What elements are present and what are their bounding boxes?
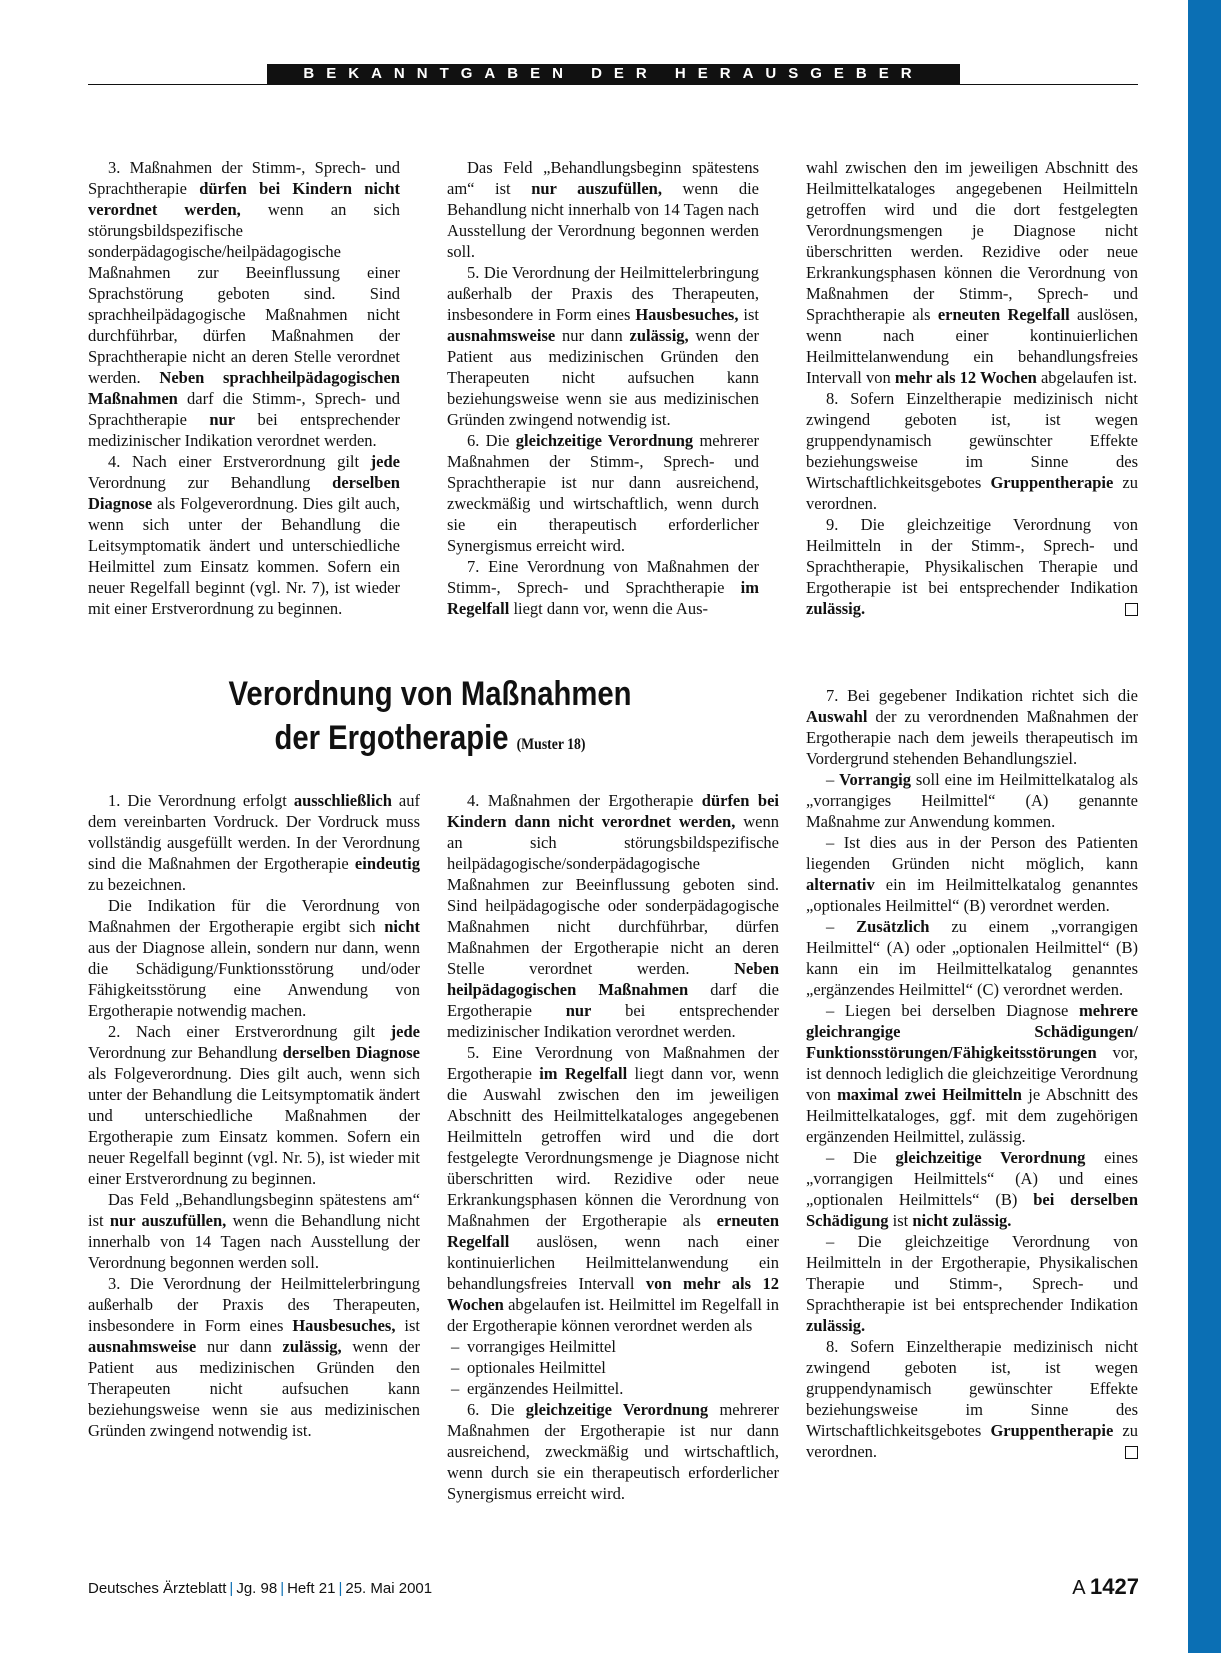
top-column-2 bbox=[447, 157, 759, 619]
footer-issue: Heft 21 bbox=[287, 1580, 336, 1597]
paragraph: 9. Die gleichzeitige Verordnung von Heilmitteln in der Stimm-, Sprech- und Sprachtherapie, Physikalischen Therapie und Ergotherapie ist bei entsprechender Indikation zulässig. bbox=[806, 515, 1138, 618]
paragraph: Das Feld „Behandlungsbeginn spätestens am“ ist nur auszufüllen, wenn die Behandlung nicht innerhalb von 14 Tagen nach Ausstellung der Verordnung begonnen werden soll. bbox=[447, 158, 759, 261]
top-column-1 bbox=[88, 157, 400, 619]
page-prefix: A bbox=[1072, 1577, 1085, 1599]
section-column-1 bbox=[88, 790, 420, 1441]
paragraph: – Ist dies aus in der Person des Patienten liegenden Gründen nicht möglich, kann alternativ ein im Heilmittelkatalog genanntes „optionales Heilmittel“ (B) verordnet werden. bbox=[806, 833, 1138, 915]
list-item: – vorrangiges Heilmittel bbox=[447, 1336, 779, 1357]
section-title bbox=[189, 672, 671, 767]
end-of-article-box bbox=[1125, 603, 1138, 616]
paragraph: wahl zwischen den im jeweiligen Abschnitt des Heilmittelkataloges angegebenen Heilmitteln getroffen wird und die dort festgelegten Verordnungsmengen je Diagnose nicht überschritten werden. Rezidive oder neue Erkrankungsphasen können die Verordnung von Maßnahmen der Stimm-, Sprech- und Sprachtherapie als erneuten Regelfall auslösen, wenn nach einer kontinuierlichen Heilmittelanwendung ein behandlungsfreies Intervall von mehr als 12 Wochen abgelaufen ist. bbox=[806, 158, 1138, 387]
top-column-3 bbox=[806, 157, 1138, 619]
paragraph: 7. Bei gegebener Indikation richtet sich die Auswahl der zu verordnenden Maßnahmen der Ergotherapie nach dem jeweils therapeutisch im Vordergrund stehenden Behandlungsziel. bbox=[806, 686, 1138, 768]
section-header: BEKANNTGABEN DER HERAUSGEBER bbox=[267, 64, 960, 84]
paragraph: – Die gleichzeitige Verordnung eines „vorrangigen Heilmittels“ (A) und eines „optionalen Heilmittels“ (B) bei derselben Schädigung ist nicht zulässig. bbox=[806, 1148, 1139, 1230]
paragraph: 4. Nach einer Erstverordnung gilt jede Verordnung zur Behandlung derselben Diagnose als Folgeverordnung. Dies gilt auch, wenn sich unter der Behandlung die Leitsymptomatik ändert und unterschiedliche Heilmittel zum Einsatz kommen. Sofern ein neuer Regelfall beginnt (vgl. Nr. 7), ist wieder mit einer Erstverordnung zu beginnen. bbox=[88, 452, 400, 618]
page-number bbox=[1072, 1574, 1139, 1600]
paragraph: 1. Die Verordnung erfolgt ausschließlich auf dem vereinbarten Vordruck. Der Vordruck muss vollständig ausgefüllt werden. In der Verordnung sind die Maßnahmen der Ergotherapie eindeutig zu bezeichnen. bbox=[88, 791, 420, 894]
paragraph: – Zusätzlich zu einem „vorrangigen Heilmittel“ (A) oder „optionalen Heilmittel“ (B) kann ein im Heilmittelkatalog genanntes „ergänzendes Heilmittel“ (C) verordnet werden. bbox=[806, 917, 1139, 999]
section-column-2 bbox=[447, 790, 779, 1504]
paragraph: Die Indikation für die Verordnung von Maßnahmen der Ergotherapie ergibt sich nicht aus der Diagnose allein, sondern nur dann, wenn die Schädigung/Funktionsstörung und/oder Fähigkeitsstörung eine Anwendung von Ergotherapie notwendig machen. bbox=[88, 896, 420, 1020]
muster-label: (Muster 18) bbox=[516, 736, 586, 753]
paragraph: 3. Die Verordnung der Heilmittelerbringung außerhalb der Praxis des Therapeuten, insbesondere in Form eines Hausbesuches, ist ausnahmsweise nur dann zulässig, wenn der Patient aus medizinischen Gründen den Therapeuten nicht aufsuchen kann beziehungsweise wenn sie aus medizinischen Gründen zwingend notwendig ist. bbox=[88, 1274, 420, 1440]
footer-volume: Jg. 98 bbox=[236, 1580, 278, 1597]
paragraph: – Liegen bei derselben Diagnose mehrere gleichrangige Schädigungen/ Funktionsstörungen/Fähigkeitsstörungen vor, ist dennoch lediglich die gleichzeitige Verordnung von maximal zwei Heilmitteln je Abschnitt des Heilmittelkataloges, ggf. mit dem zugehörigen ergänzenden Heilmittel, zulässig. bbox=[806, 1001, 1139, 1146]
list-item: – optionales Heilmittel bbox=[447, 1357, 779, 1378]
section-title-line2: der Ergotherapie bbox=[274, 719, 509, 757]
section-title-line1: Verordnung von Maßnahmen bbox=[228, 675, 632, 713]
paragraph: 5. Eine Verordnung von Maßnahmen der Ergotherapie im Regelfall liegt dann vor, wenn die Auswahl zwischen den im jeweiligen Abschnitt des Heilmittelkataloges angegebenen Heilmitteln getroffen wird und die dort festgelegte Verordnungsmenge je Diagnose nicht überschritten wird. Rezidive oder neue Erkrankungsphasen können die Verordnung von Maßnahmen der Ergotherapie als erneuten Regelfall auslösen, wenn nach einer kontinuierlichen Heilmittelanwendung ein behandlungsfreies Intervall von mehr als 12 Wochen abgelaufen ist. Heilmittel im Regelfall in der Ergotherapie können verordnet werden als bbox=[447, 1043, 780, 1335]
paragraph: 4. Maßnahmen der Ergotherapie dürfen bei Kindern dann nicht verordnet werden, wenn an sich störungsbildspezifische heilpädagogische/sonderpädagogische Maßnahmen zur Beeinflussung geboten sind. Sind heilpädagogische oder sonderpädagogische Maßnahmen nicht durchführbar, dürfen Maßnahmen der Ergotherapie nicht an deren Stelle verordnet werden. Neben heilpädagogischen Maßnahmen darf die Ergotherapie nur bei entsprechender medizinischer Indikation verordnet werden. bbox=[447, 791, 780, 1041]
blue-side-strip bbox=[1188, 0, 1221, 1653]
paragraph: 6. Die gleichzeitige Verordnung mehrerer Maßnahmen der Ergotherapie ist nur dann ausreichend, zweckmäßig und wirtschaftlich, wenn durch sie ein therapeutisch erforderlicher Synergismus erreicht wird. bbox=[447, 1400, 780, 1503]
section-column-3 bbox=[806, 685, 1138, 1462]
footer-journal: Deutsches Ärzteblatt bbox=[88, 1580, 227, 1597]
paragraph: 7. Eine Verordnung von Maßnahmen der Stimm-, Sprech- und Sprachtherapie im Regelfall liegt dann vor, wenn die Aus- bbox=[447, 557, 759, 618]
end-of-article-box bbox=[1125, 1446, 1138, 1459]
header-rule bbox=[88, 84, 1138, 85]
list-item: – ergänzendes Heilmittel. bbox=[447, 1378, 779, 1399]
paragraph: – Die gleichzeitige Verordnung von Heilmitteln in der Ergotherapie, Physikalischen Therapie und Stimm-, Sprech- und Sprachtherapie ist bei entsprechender Indikation zulässig. bbox=[806, 1232, 1138, 1335]
paragraph: 3. Maßnahmen der Stimm-, Sprech- und Sprachtherapie dürfen bei Kindern nicht verordnet werden, wenn an sich störungsbildspezifische sonderpädagogische/heilpädagogische Maßnahmen zur Beeinflussung einer Sprachstörung geboten sind. Sind sprachheilpädagogische Maßnahmen nicht durchführbar, dürfen Maßnahmen der Sprachtherapie nicht an deren Stelle verordnet werden. Neben sprachheilpädagogischen Maßnahmen darf die Stimm-, Sprech- und Sprachtherapie nur bei entsprechender medizinischer Indikation verordnet werden. bbox=[88, 158, 400, 450]
paragraph: 6. Die gleichzeitige Verordnung mehrerer Maßnahmen der Stimm-, Sprech- und Sprachtherapie ist nur dann ausreichend, zweckmäßig und wirtschaftlich, wenn durch sie ein therapeutisch erforderlicher Synergismus erreicht wird. bbox=[447, 431, 760, 555]
footer-date: 25. Mai 2001 bbox=[345, 1580, 433, 1597]
paragraph: – Vorrangig soll eine im Heilmittelkatalog als „vorrangiges Heilmittel“ (A) genannte Maßnahme zur Anwendung kommen. bbox=[806, 770, 1138, 831]
page-number-value: 1427 bbox=[1090, 1574, 1139, 1599]
paragraph: 8. Sofern Einzeltherapie medizinisch nicht zwingend geboten ist, ist wegen gruppendynamisch gewünschter Effekte beziehungsweise im Sinne des Wirtschaftlichkeitsgebotes Gruppentherapie zu verordnen. bbox=[806, 1337, 1139, 1461]
remedy-type-list bbox=[447, 1336, 779, 1399]
footer-citation: Deutsches Ärzteblatt | Jg. 98 | Heft 21 | 25. Mai 2001 bbox=[88, 1580, 433, 1597]
paragraph: 2. Nach einer Erstverordnung gilt jede Verordnung zur Behandlung derselben Diagnose als Folgeverordnung. Dies gilt auch, wenn sich unter der Behandlung die Leitsymptomatik ändert und unterschiedliche Maßnahmen der Ergotherapie zum Einsatz kommen. Sofern ein neuer Regelfall beginnt (vgl. Nr. 5), ist wieder mit einer Erstverordnung zu beginnen. bbox=[88, 1022, 420, 1188]
paragraph: Das Feld „Behandlungsbeginn spätestens am“ ist nur auszufüllen, wenn die Behandlung nicht innerhalb von 14 Tagen nach Ausstellung der Verordnung begonnen werden soll. bbox=[88, 1190, 420, 1272]
paragraph: 5. Die Verordnung der Heilmittelerbringung außerhalb der Praxis des Therapeuten, insbesondere in Form eines Hausbesuches, ist ausnahmsweise nur dann zulässig, wenn der Patient aus medizinischen Gründen den Therapeuten nicht aufsuchen kann beziehungsweise wenn sie aus medizinischen Gründen zwingend notwendig ist. bbox=[447, 263, 759, 429]
paragraph: 8. Sofern Einzeltherapie medizinisch nicht zwingend geboten ist, ist wegen gruppendynamisch gewünschter Effekte beziehungsweise im Sinne des Wirtschaftlichkeitsgebotes Gruppentherapie zu verordnen. bbox=[806, 389, 1139, 513]
